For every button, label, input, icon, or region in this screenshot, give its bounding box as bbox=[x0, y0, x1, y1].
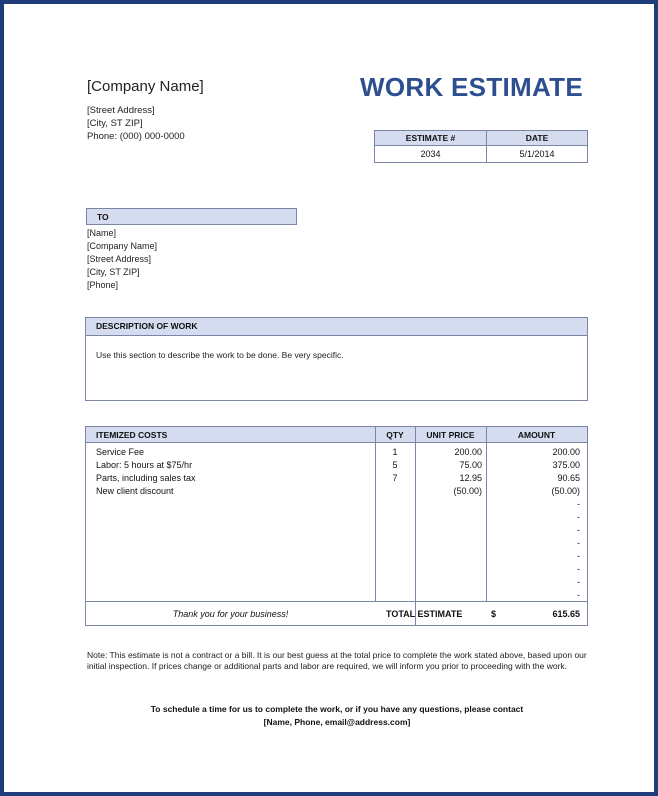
item-unit-price bbox=[415, 537, 482, 550]
thank-you-message: Thank you for your business! bbox=[172, 609, 289, 619]
to-street: [Street Address] bbox=[87, 254, 152, 264]
item-amount: - bbox=[577, 564, 580, 574]
item-unit-price bbox=[415, 498, 482, 511]
item-qty bbox=[375, 550, 415, 563]
estimate-note: Note: This estimate is not a contract or a bill. It is our best guess at the total price to complete the work stated above, based upon our initial inspection. If prices change or additional parts and labor are required, we will inform you prior to proceeding with the work. bbox=[87, 650, 587, 671]
company-name: [Company Name] bbox=[87, 78, 204, 95]
table-row bbox=[86, 472, 587, 485]
estimate-number-header: ESTIMATE # bbox=[375, 131, 487, 146]
item-unit-price bbox=[415, 511, 482, 524]
item-amount: (50.00) bbox=[551, 486, 580, 496]
description-header: DESCRIPTION OF WORK bbox=[86, 318, 587, 336]
table-row bbox=[86, 459, 587, 472]
item-qty bbox=[375, 537, 415, 550]
item-unit-price: 12.95 bbox=[459, 473, 482, 483]
item-qty bbox=[375, 498, 415, 511]
item-unit-price bbox=[415, 563, 482, 576]
total-estimate-label: TOTAL ESTIMATE bbox=[386, 609, 463, 619]
table-row bbox=[86, 511, 587, 524]
estimate-number-value: 2034 bbox=[375, 146, 487, 163]
items-header-amount: AMOUNT bbox=[517, 430, 556, 440]
date-value: 5/1/2014 bbox=[487, 146, 588, 163]
item-unit-price bbox=[415, 550, 482, 563]
item-amount: - bbox=[577, 577, 580, 587]
to-phone: [Phone] bbox=[87, 280, 119, 290]
to-header: TO bbox=[86, 208, 297, 225]
description-section bbox=[85, 317, 588, 401]
document-title: WORK ESTIMATE bbox=[360, 72, 583, 102]
item-description: Labor: 5 hours at $75/hr bbox=[96, 460, 193, 470]
table-row bbox=[86, 576, 587, 589]
totals-row bbox=[86, 601, 587, 625]
item-amount: - bbox=[577, 525, 580, 535]
item-description: Parts, including sales tax bbox=[96, 473, 196, 483]
items-header-row bbox=[86, 427, 587, 443]
item-amount: - bbox=[577, 538, 580, 548]
item-amount: - bbox=[577, 551, 580, 561]
to-name: [Name] bbox=[87, 228, 117, 238]
contact-instructions: To schedule a time for us to complete the work, or if you have any questions, please contact bbox=[150, 704, 524, 714]
item-amount: - bbox=[577, 512, 580, 522]
table-row bbox=[86, 446, 587, 459]
item-amount: - bbox=[577, 590, 580, 600]
table-row bbox=[86, 563, 587, 576]
currency-symbol: $ bbox=[491, 609, 497, 619]
company-phone: Phone: (000) 000-0000 bbox=[87, 131, 185, 142]
table-row bbox=[86, 537, 587, 550]
item-qty: 1 bbox=[392, 447, 398, 457]
item-amount: 90.65 bbox=[557, 473, 580, 483]
items-header-item: ITEMIZED COSTS bbox=[96, 430, 168, 440]
table-row bbox=[86, 485, 587, 498]
item-qty bbox=[375, 485, 415, 498]
item-qty bbox=[375, 576, 415, 589]
item-description: Service Fee bbox=[96, 447, 145, 457]
itemized-costs-table bbox=[85, 426, 588, 626]
to-city: [City, ST ZIP] bbox=[87, 267, 140, 277]
items-header-qty: QTY bbox=[386, 430, 404, 440]
item-qty bbox=[375, 511, 415, 524]
item-unit-price bbox=[415, 576, 482, 589]
contact-details: [Name, Phone, email@address.com] bbox=[263, 717, 411, 727]
company-street: [Street Address] bbox=[87, 105, 155, 116]
date-header: DATE bbox=[487, 131, 588, 146]
table-row bbox=[86, 550, 587, 563]
item-description: New client discount bbox=[96, 486, 174, 496]
items-header-unit-price: UNIT PRICE bbox=[426, 430, 475, 440]
item-unit-price: (50.00) bbox=[453, 486, 482, 496]
item-qty: 7 bbox=[392, 473, 398, 483]
total-estimate-value: 615.65 bbox=[552, 609, 580, 619]
item-qty bbox=[375, 524, 415, 537]
item-unit-price bbox=[415, 524, 482, 537]
item-unit-price: 200.00 bbox=[454, 447, 482, 457]
item-unit-price: 75.00 bbox=[459, 460, 482, 470]
item-amount: 200.00 bbox=[552, 447, 580, 457]
item-qty: 5 bbox=[392, 460, 398, 470]
table-row bbox=[86, 498, 587, 511]
item-amount: 375.00 bbox=[552, 460, 580, 470]
item-amount: - bbox=[577, 499, 580, 509]
table-row bbox=[86, 524, 587, 537]
company-city: [City, ST ZIP] bbox=[87, 118, 143, 129]
estimate-meta-table bbox=[374, 130, 588, 163]
to-company: [Company Name] bbox=[87, 241, 158, 251]
item-qty bbox=[375, 563, 415, 576]
description-text: Use this section to describe the work to be done. Be very specific. bbox=[96, 350, 344, 360]
